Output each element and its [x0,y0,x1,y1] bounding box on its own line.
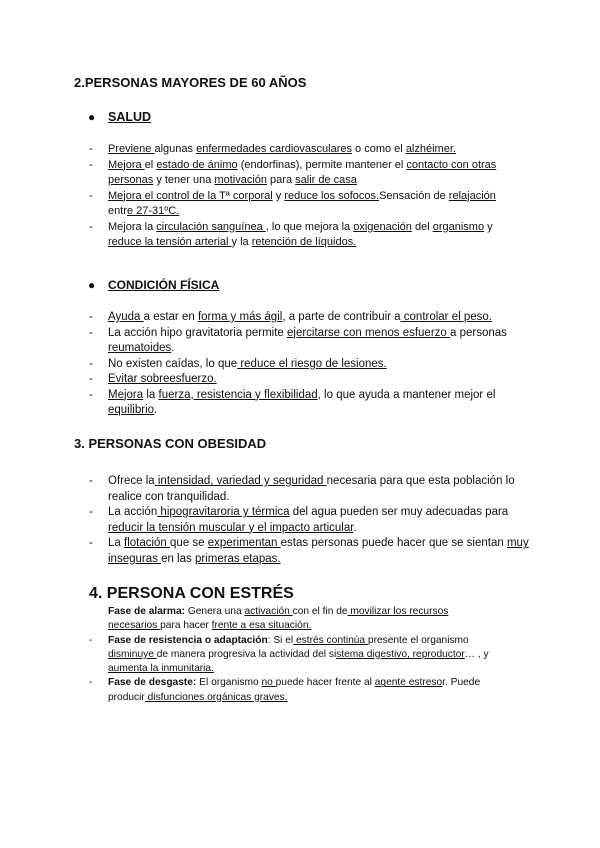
text-run: o como el [352,143,406,155]
text-run: . [171,342,175,354]
phase-label: Fase de resistencia o adaptación [108,634,268,646]
text-run: para hacer [160,620,212,632]
text-run: con el fin de [292,606,348,617]
text-run: estas personas puede hacer que se sientan [280,537,507,549]
underlined-text: enfermedades cardiovasculares [196,143,352,155]
text-run: y la [231,236,252,248]
text-run: que se [170,537,208,549]
text-run: . [353,521,357,534]
text-run: Genera una [185,606,245,617]
underlined-text: stema digestivo, reproductor [336,648,465,660]
text-run: entr [108,205,127,217]
text-run: puede hacer frente al [275,677,375,689]
underlined-text: forma y más ágil [197,311,283,323]
underlined-text: e 27-31ºC. [126,205,180,217]
text-run: del [411,220,433,233]
phase-item [89,676,499,705]
text-run: algunas [154,143,197,155]
underlined-text: ejercitarse con menos esfuerzo [287,326,450,339]
underlined-text: no [261,677,276,689]
underlined-text: muy inseguras [108,537,529,565]
text-run: , a parte de contribuir a [282,311,401,323]
bullet-dot: ● [88,110,96,124]
text-run: , lo que mejora la [265,220,354,233]
underlined-text: Ayuda [108,311,144,323]
underlined-text: reducir la tensión muscular y el impacto articular [108,521,354,534]
phase-label: Fase de alarma: [108,606,186,617]
underlined-text: reumatoides [108,342,172,354]
text-run: a personas [450,326,507,339]
phase-label: Fase de desgaste: [108,677,197,689]
underlined-text: alzhéimer. [405,143,456,155]
text-run: el [144,158,157,171]
bullet-dot: ● [88,278,96,292]
underlined-text: reduce la tensión arterial [108,236,232,248]
estres-list [89,605,499,705]
list-item [89,388,524,419]
section-2-title: 2.PERSONAS MAYORES DE 60 AÑOS [74,75,307,90]
text-run: en las [161,552,195,565]
phase-item [89,605,499,634]
underlined-text: disminuye [108,648,157,660]
text-run: Sensación de [379,189,449,202]
salud-list [89,142,509,251]
underlined-text: circulación sanguínea [156,220,266,233]
underlined-text: retención de líquidos. [251,236,357,248]
underlined-text: hipogravitaroria y térmica [157,506,290,518]
underlined-text: frente a esa situación. [211,620,312,632]
list-item [89,142,509,158]
underlined-text: fuerza, resistencia y flexibilidad [158,388,318,401]
underlined-text: Previene [108,143,155,155]
text-run: presente el organismo [367,634,469,646]
list-item [89,189,509,220]
underlined-text: aumenta la inmunitaria. [108,663,214,675]
text-run: La acción [108,506,158,518]
text-run: : Si el [267,634,294,646]
salud-heading: SALUD [108,110,152,124]
underlined-text: flotación [124,537,171,549]
list-item [89,372,524,388]
section-3-title: 3. PERSONAS CON OBESIDAD [74,436,267,451]
list-item [89,536,529,567]
underlined-text: organismo [432,220,485,233]
list-item [89,474,529,505]
condicion-list [89,310,524,419]
underlined-text: intensidad, variedad y seguridad [154,475,327,487]
text-run: necesaria para que esta población lo realice con tranquilidad. [108,475,515,503]
underlined-text: estrés continúa [293,634,368,646]
underlined-text: Evitar sobreesfuerzo. [108,373,217,385]
underlined-text: reduce los sofocos. [284,189,380,202]
phase-item [89,634,499,677]
underlined-text: equilibrio [108,404,155,416]
underlined-text: oxigenación [353,220,412,233]
text-run: Mejora la [108,220,157,233]
text-run: La acción hipo gravitatoria permite [108,326,287,339]
underlined-text: disfunciones orgánicas graves. [144,691,288,703]
underlined-text: Mejora el control de la Tª corporal [108,189,273,202]
underlined-text: primeras etapas. [194,552,281,565]
underlined-text: experimentan [207,537,281,549]
text-run: El organismo [196,677,262,689]
underlined-text: agente estreso [374,677,443,689]
underlined-text: Mejora [108,158,145,171]
section-4-title: 4. PERSONA CON ESTRÉS [89,585,294,602]
list-item [89,158,509,189]
list-item [89,220,509,251]
text-run: y [484,220,493,233]
text-run: del agua pueden ser muy adecuadas para [289,506,509,518]
text-run: y [272,189,285,202]
underlined-text: Mejora [108,388,144,401]
text-run: r. Puede producir [108,677,481,703]
text-run: para [267,174,296,186]
underlined-text: motivación [214,174,267,186]
list-item [89,505,529,536]
text-run: . [154,404,158,416]
text-run: No existen caídas, lo que [108,357,238,370]
list-item [89,310,524,326]
text-run: y tener una [153,174,215,186]
condicion-heading: CONDICIÓN FÍSICA [108,278,220,292]
underlined-text: controlar el peso. [400,311,492,323]
underlined-text: contacto con otras personas [108,158,497,186]
list-item [89,357,524,373]
underlined-text: estado de ánimo [156,158,238,171]
list-item [89,326,524,357]
underlined-text: relajación [448,189,496,202]
underlined-text: activación [244,606,293,617]
text-run: la [143,388,159,401]
underlined-text: reduce el riesgo de lesiones. [237,357,387,370]
underlined-text: salir de casa [295,174,357,186]
text-run: (endorfinas), permite mantener el [237,158,407,171]
text-run: … , y [464,648,489,660]
underlined-text: movilizar los recursos necesarios [108,606,449,632]
text-run: a estar en [143,311,198,323]
text-run: de manera progresiva la actividad del si [156,648,337,660]
text-run: Ofrece la [108,475,155,487]
text-run: , lo que ayuda a mantener mejor el [317,388,496,401]
text-run: La [108,537,124,549]
obesidad-list [89,474,529,567]
